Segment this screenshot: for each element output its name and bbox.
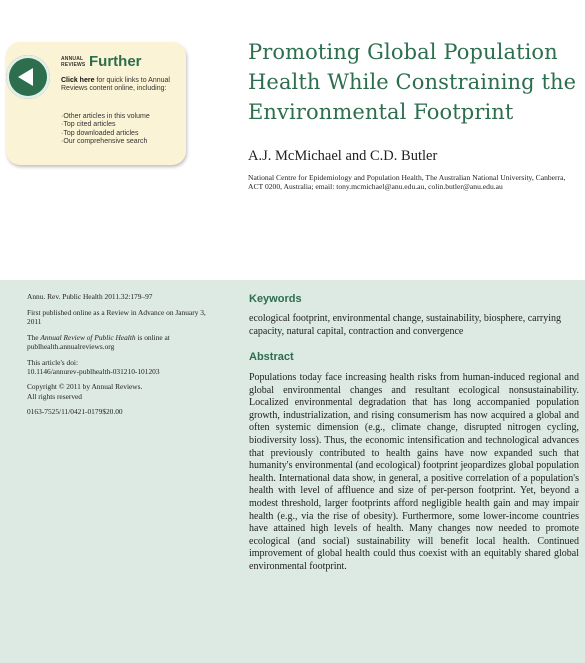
issn: 0163-7525/11/0421-0179$20.00 — [27, 407, 123, 417]
doi: This article's doi: 10.1146/annurev-publhealth-031210-101203 — [27, 357, 160, 376]
abstract-heading: Abstract — [249, 351, 294, 363]
further-title: Further — [89, 53, 142, 70]
click-here-link[interactable]: Click here — [61, 77, 95, 84]
further-box[interactable] — [6, 42, 186, 165]
first-published: First published online as a Review in Advance on January 3, 2011 — [27, 307, 206, 326]
abstract-text: Populations today face increasing health risks from human-induced regional and global environmental changes and resultant ecological nonsustainability. Localized environmental degradation that has long accompanied population growth, industrialization, and rising consumerism has now acquired a global and often systemic dimension (e.g., climate change, disrupted nitrogen cycling, biodiversity loss). Thus, the economic intensification and technological advances that previously contributed to health gains have now expanded such that humanity's environmental (and ecological) footprint jeopardizes global population health. International data show, in general, a positive correlation of a population's health with level of affluence and size of per-person footprint. Yet, beyond a modest threshold, larger footprints afford negligible health gain and may impair health (e.g., via the rise of obesity). Furthermore, some lower-income countries have attained high levels of health. Many changes now needed to promote ecological (and social) sustainability will benefit local health. Continued improvement of global health could thus coexist with an equitably shared global environmental footprint. — [249, 372, 579, 572]
journal-online: The Annual Review of Public Health is online at publhealth.annualreviews.org — [27, 332, 170, 351]
author-affiliation: National Centre for Epidemiology and Population Health, The Australian National University, Canberra, ACT 0200, Australia; email: tony.mcmichael@anu.edu.au, colin.butler@anu.edu.au — [248, 173, 566, 192]
keywords-heading: Keywords — [249, 293, 302, 305]
keywords-text: ecological footprint, environmental change, sustainability, biosphere, carrying capacity, natural capital, contraction and convergence — [249, 313, 562, 337]
doi-value[interactable]: 10.1146/annurev-publhealth-031210-101203 — [27, 366, 160, 376]
citation: Annu. Rev. Public Health 2011.32:179–97 — [27, 292, 153, 301]
further-link-top-downloaded[interactable]: · Top downloaded articles — [61, 130, 150, 138]
back-arrow-icon[interactable] — [6, 55, 50, 99]
further-link-top-cited[interactable]: · Top cited articles — [61, 121, 150, 129]
further-link-other-articles[interactable]: · Other articles in this volume — [61, 113, 150, 121]
article-title: Promoting Global Population Health While Constraining the Environmental Footprint — [248, 40, 577, 124]
copyright: Copyright © 2011 by Annual Reviews. All rights reserved — [27, 382, 143, 401]
article-authors: A.J. McMichael and C.D. Butler — [248, 148, 438, 164]
journal-name: Annual Review of Public Health — [40, 332, 136, 342]
further-description: Click here for quick links to Annual Reviews content online, including: — [61, 77, 170, 93]
further-link-search[interactable]: · Our comprehensive search — [61, 138, 150, 146]
further-links — [61, 113, 150, 147]
annual-reviews-logo: ANNUAL REVIEWS — [61, 56, 86, 68]
publication-info — [27, 292, 217, 423]
